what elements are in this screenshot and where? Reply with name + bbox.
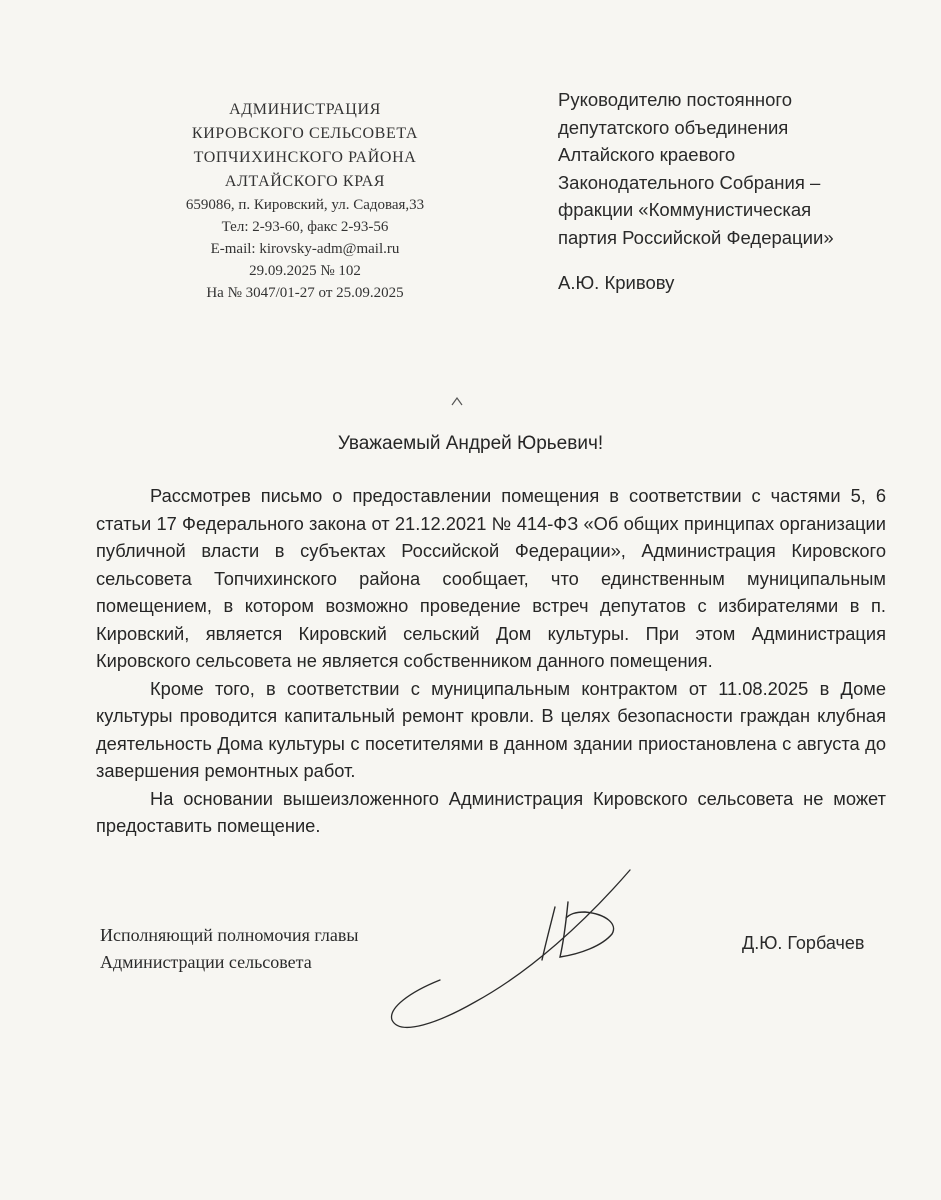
signatory-title-line-1: Исполняющий полномочия главы (100, 925, 359, 945)
scan-speck-icon (450, 395, 464, 409)
handwritten-signature (380, 862, 660, 1062)
signatory-title-line-2: Администрации сельсовета (100, 952, 312, 972)
sender-email: E-mail: kirovsky-adm@mail.ru (210, 241, 400, 257)
body-paragraph-3: На основании вышеизложенного Администрация Кировского сельсовета не может предоставить помещение. (96, 787, 886, 836)
sender-block (150, 98, 460, 304)
sender-reference: На № 3047/01-27 от 25.09.2025 (206, 285, 404, 301)
greeting: Уважаемый Андрей Юрьевич! (337, 433, 604, 454)
addressee-line-1: Руководителю постоянного (558, 89, 793, 110)
letter-body (96, 482, 886, 840)
sender-org-line-4: АЛТАЙСКОГО КРАЯ (224, 173, 386, 190)
sender-org-line-3: ТОПЧИХИНСКОГО РАЙОНА (193, 149, 417, 166)
addressee-name: А.Ю. Кривову (558, 272, 675, 293)
body-paragraph-2: Кроме того, в соответствии с муниципальным контрактом от 11.08.2025 в Доме культуры проводится капитальный ремонт кровли. В целях безопасности граждан клубная деятельность Дома культуры с посетителями в данном здании приостановлена с августа до завершения ремонтных работ. (96, 677, 886, 781)
signatory-title (100, 922, 358, 976)
signatory-name: Д.Ю. Горбачев (742, 933, 865, 953)
sender-date-number: 29.09.2025 № 102 (249, 263, 361, 279)
addressee-line-2: депутатского объединения (558, 116, 789, 138)
sender-org-line-2: КИРОВСКОГО СЕЛЬСОВЕТА (191, 125, 419, 142)
addressee-line-6: партия Российской Федерации» (558, 226, 834, 248)
sender-org-line-1: АДМИНИСТРАЦИЯ (229, 101, 381, 118)
body-paragraph-1: Рассмотрев письмо о предоставлении помещения в соответствии с частями 5, 6 статьи 17 Федерального закона от 21.12.2021 № 414-ФЗ «Об общих принципах организации публичной власти в субъектах Российской Федерации», Администрация Кировского сельсовета Топчихинского района сообщает, что единственным муниципальным помещением, в котором возможно проведение встреч депутатов с избирателями в п. Кировский, является Кировский сельский Дом культуры. При этом Администрация Кировского сельсовета не является собственником данного помещения. (96, 485, 886, 671)
addressee-block (558, 86, 898, 297)
sender-address: 659086, п. Кировский, ул. Садовая,33 (185, 197, 425, 213)
addressee-line-4: Законодательного Собрания – (558, 171, 821, 193)
sender-phone: Тел: 2-93-60, факс 2-93-56 (221, 219, 389, 235)
addressee-line-3: Алтайского краевого (558, 144, 736, 165)
addressee-line-5: фракции «Коммунистическая (558, 199, 812, 220)
